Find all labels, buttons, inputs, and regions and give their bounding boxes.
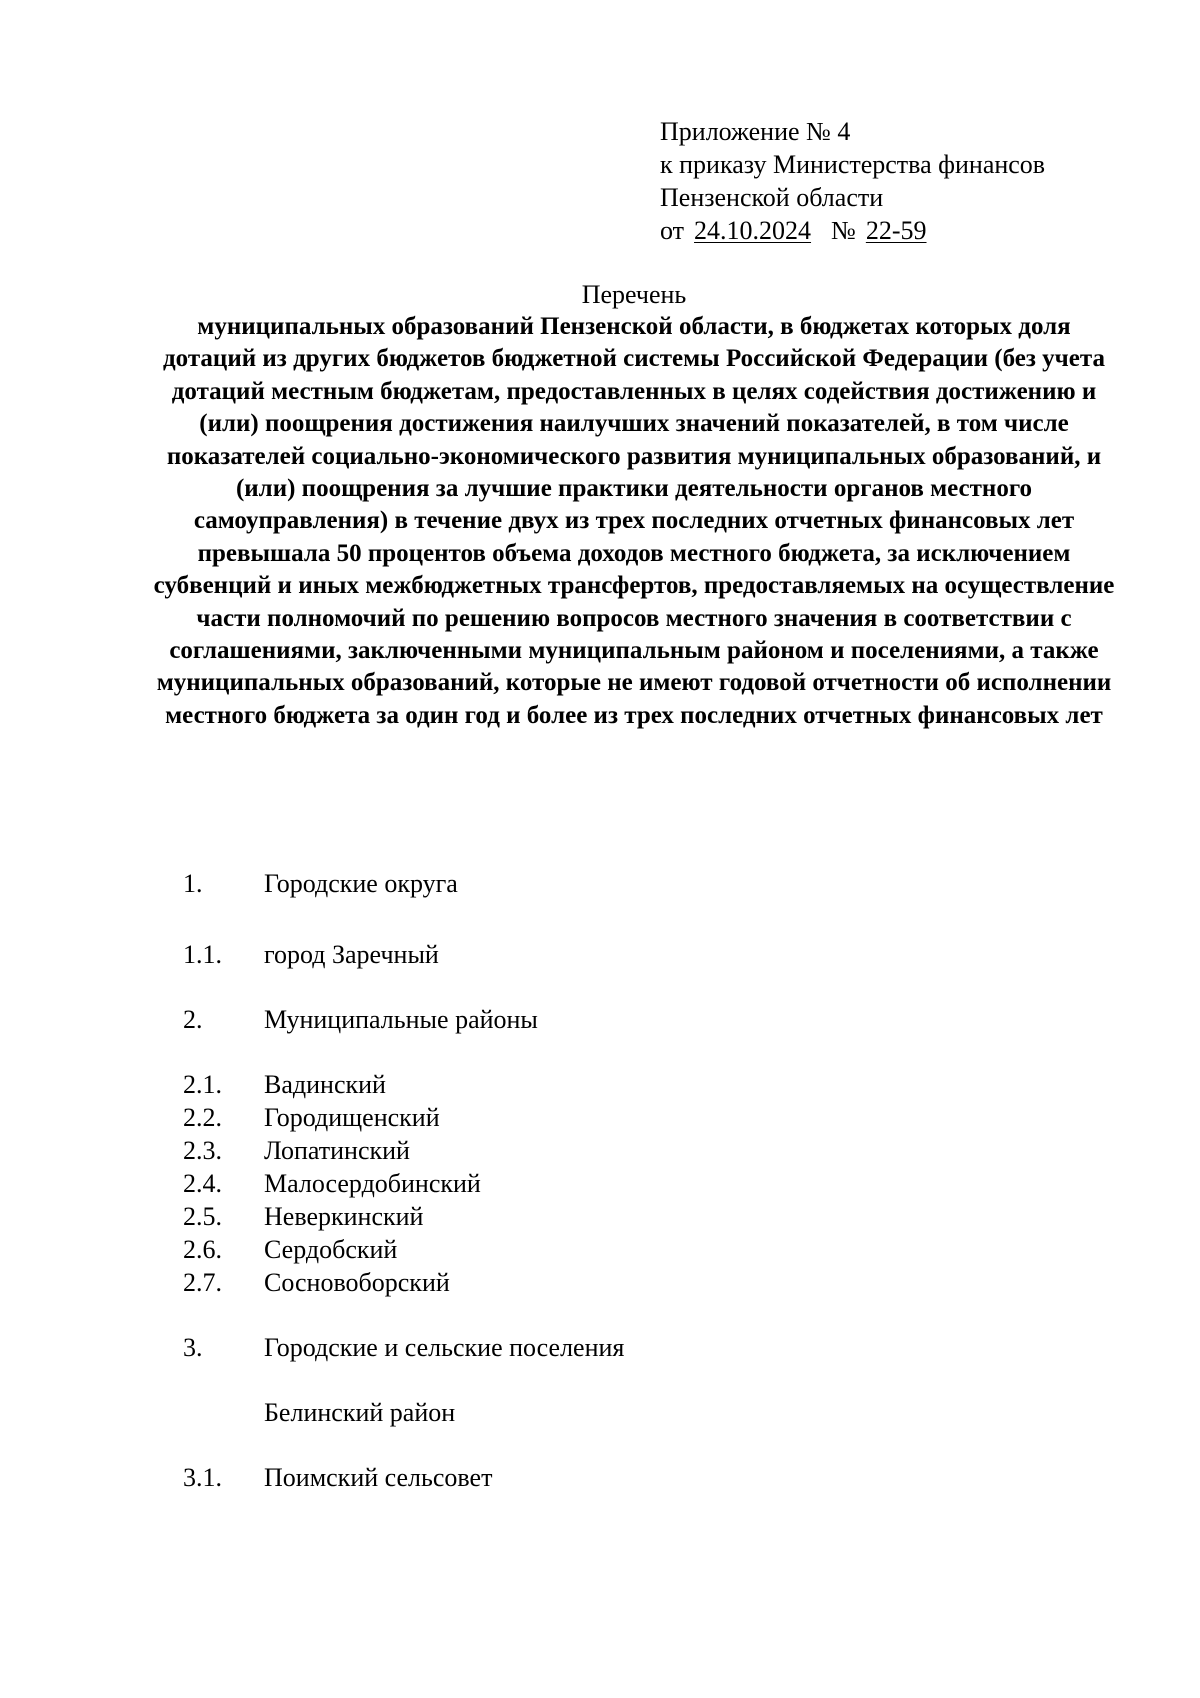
date-prefix: от xyxy=(660,216,685,245)
list-item xyxy=(183,1397,455,1430)
list-item-text: Неверкинский xyxy=(264,1202,424,1231)
list-item-number: 2. xyxy=(183,1005,203,1034)
list-item xyxy=(183,1234,397,1267)
list-item-text: Городские и сельские поселения xyxy=(264,1333,625,1362)
list-item xyxy=(183,1267,450,1300)
list-item-text: Поимский сельсовет xyxy=(264,1463,493,1492)
list-item-text: город Заречный xyxy=(264,940,439,969)
list-item-number: 1.1. xyxy=(183,940,222,969)
list-item xyxy=(183,1102,440,1135)
number-sign: № xyxy=(831,216,856,245)
list-item-number: 1. xyxy=(183,869,203,898)
list-item xyxy=(183,868,458,901)
list-item-number: 2.5. xyxy=(183,1202,222,1231)
appendix-date-line xyxy=(660,214,1045,247)
appendix-line-1: Приложение № 4 xyxy=(660,117,851,146)
list-item xyxy=(183,1069,386,1102)
document-title xyxy=(150,278,1118,732)
appendix-line-2: к приказу Министерства финансов xyxy=(660,150,1046,179)
list-item-number: 3.1. xyxy=(183,1463,222,1492)
appendix-line-3: Пензенской области xyxy=(660,183,884,212)
list-item xyxy=(183,1168,481,1201)
list-item-number: 2.1. xyxy=(183,1070,222,1099)
list-item xyxy=(183,1462,492,1495)
list-item-text: Городские округа xyxy=(264,869,458,898)
list-item-text: Вадинский xyxy=(264,1070,386,1099)
list-item-number: 2.4. xyxy=(183,1169,222,1198)
order-number: 22-59 xyxy=(865,216,927,245)
list-item xyxy=(183,1004,538,1037)
list-item-text: Муниципальные районы xyxy=(264,1005,538,1034)
list-item xyxy=(183,1201,423,1234)
list-item-number: 3. xyxy=(183,1333,203,1362)
list-item-number: 2.3. xyxy=(183,1136,222,1165)
list-item-text: Малосердобинский xyxy=(264,1169,481,1198)
title-heading: Перечень xyxy=(581,280,687,309)
list-item-number: 2.2. xyxy=(183,1103,222,1132)
list-item-text: Белинский район xyxy=(264,1398,456,1427)
list-item-text: Сосновоборский xyxy=(264,1268,450,1297)
list-item-text: Городищенский xyxy=(264,1103,440,1132)
list-item-text: Лопатинский xyxy=(264,1136,410,1165)
list-item xyxy=(183,939,439,972)
title-body: муниципальных образований Пензенской области, в бюджетах которых доля дотаций из других бюджетов бюджетной системы Российской Федерации (без учета дотаций местным бюджетам, предоставленных в целях содействия достижению и (или) поощрения достижения наилучших значений показателей, в том числе показателей социально-экономического развития муниципальных образований, и (или) поощрения за лучшие практики деятельности органов местного самоуправления) в течение двух из трех последних отчетных финансовых лет превышала 50 процентов объема доходов местного бюджета, за исключением субвенций и иных межбюджетных трансфертов, предоставляемых на осуществление части полномочий по решению вопросов местного значения в соответствии с соглашениями, заключенными муниципальным районом и поселениями, а также муниципальных образований, которые не имеют годовой отчетности об исполнении местного бюджета за один год и более из трех последних отчетных финансовых лет xyxy=(153,313,1115,729)
appendix-reference xyxy=(660,115,1045,247)
list-item xyxy=(183,1135,410,1168)
list-item-number: 2.6. xyxy=(183,1235,222,1264)
list-item-number: 2.7. xyxy=(183,1268,222,1297)
list-item xyxy=(183,1332,624,1365)
list-item-text: Сердобский xyxy=(264,1235,398,1264)
order-date: 24.10.2024 xyxy=(694,216,812,245)
